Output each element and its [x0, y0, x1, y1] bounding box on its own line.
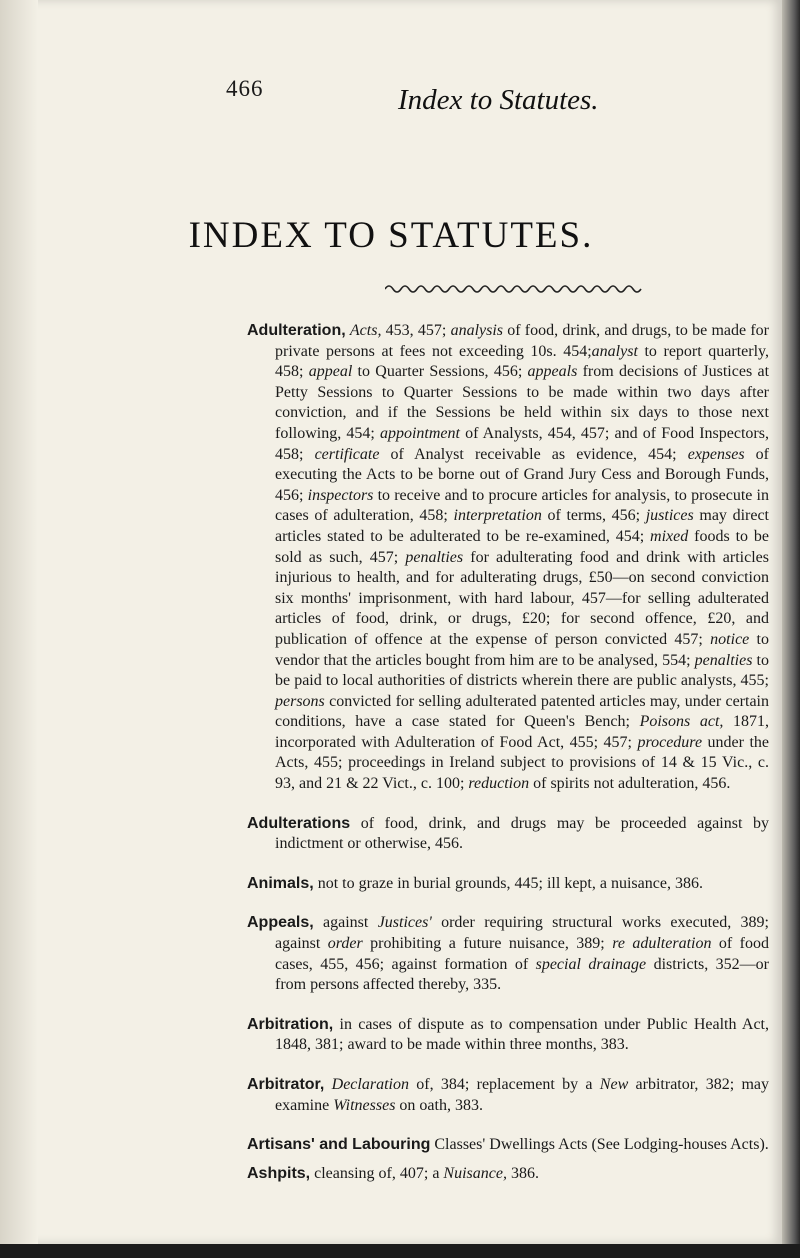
entry-subheading: interpretation	[453, 507, 542, 525]
entry-text: for adulterating food and drink with articles injurious to health, and for adulterating drugs, £50—on second conviction six months' imprisonment, with hard labour, 457—for selling adulterated articles of food, drink, or drugs, £20; for second offence, £20, and publication of offence at the expense of person convicted 457;	[275, 548, 769, 648]
entry-text: under the Acts, 455; proceedings in Ireland subject to provisions of 14 & 15 Vic., c. 93, and 21 & 22 Vict., c. 100;	[275, 733, 769, 793]
entry-text: foods to be sold as such, 457;	[275, 527, 770, 566]
entry-headword: Adulterations	[247, 814, 351, 832]
entry-text: in cases of dispute as to compensation under Public Health Act, 1848, 381; award to be made within three months, 383.	[275, 1015, 769, 1054]
entry-subheading: persons	[275, 692, 325, 710]
entry-subheading: Poisons act,	[639, 713, 724, 731]
entry-subheading: Declaration	[331, 1076, 409, 1093]
entry-subheading: penalties	[405, 548, 464, 566]
entry-text: 1871, incorporated with Adulteration of Food Act, 455; 457;	[275, 713, 770, 751]
wavy-rule-ornament	[385, 283, 645, 295]
entry-text: 453, 457;	[381, 322, 451, 339]
entry-text: to Quarter Sessions, 456;	[352, 363, 528, 381]
index-entries	[247, 321, 769, 1192]
entry-subheading: order	[327, 935, 363, 953]
entry-subheading: appeal	[308, 363, 353, 381]
entry-subheading: mixed	[650, 527, 689, 545]
entry-subheading: Justices'	[377, 914, 432, 932]
book-spine-shadow	[782, 0, 800, 1258]
entry-text: to vendor that the articles bought from him are to be analysed, 554;	[275, 630, 770, 669]
entry-text: against	[313, 914, 378, 932]
entry-text: may direct articles stated to be adulterated to be re-examined, 454;	[275, 507, 769, 545]
entry-subheading: analysis	[450, 322, 504, 339]
entry-headword: Ashpits,	[247, 1164, 311, 1182]
entry-subheading: Nuisance,	[443, 1164, 507, 1182]
page-gutter	[0, 0, 38, 1244]
index-entry	[247, 1164, 769, 1185]
entry-headword: Animals,	[247, 874, 314, 892]
entry-text: to receive and to procure articles for analysis, to prosecute in cases of adulteration, 458;	[275, 486, 769, 525]
entry-subheading: certificate	[314, 445, 380, 463]
entry-headword: Adulteration,	[247, 322, 346, 339]
entry-text: of, 384; replacement by a	[408, 1076, 600, 1093]
entry-text: of spirits not adulteration, 456.	[529, 775, 731, 793]
entry-text: districts, 352—or from persons affected thereby, 335.	[275, 955, 770, 994]
index-entry	[247, 321, 769, 795]
index-entry	[247, 913, 769, 995]
entry-text: arbitrator, 382; may examine	[275, 1076, 770, 1114]
entry-headword: Arbitrator,	[247, 1076, 325, 1093]
entry-subheading: reduction	[468, 775, 530, 793]
entry-text: prohibiting a future nuisance, 389;	[362, 935, 613, 953]
entry-subheading: inspectors	[307, 486, 374, 504]
entry-text: to be paid to local authorities of districts wherein there are public analysts, 455;	[275, 651, 769, 690]
entry-text: cleansing of, 407; a	[310, 1164, 444, 1182]
entry-text: of terms, 456;	[541, 507, 646, 525]
entry-subheading: justices	[645, 507, 694, 525]
entry-text: not to graze in burial grounds, 445; ill kept, a nuisance, 386.	[313, 874, 703, 892]
entry-text: to report quarterly, 458;	[275, 342, 770, 381]
entry-text	[324, 1076, 331, 1093]
entry-text: of food cases, 455, 456; against formation of	[275, 935, 769, 973]
entry-text: order requiring structural works executed, 389; against	[275, 914, 770, 953]
index-entry	[247, 814, 769, 855]
page-number: 466	[226, 76, 264, 101]
entry-subheading: Witnesses	[333, 1096, 396, 1114]
index-entry	[247, 1135, 769, 1156]
page-title: INDEX TO STATUTES.	[188, 215, 594, 256]
entry-text: of food, drink, and drugs, to be made for private persons at fees not exceeding 10s. 454;	[275, 322, 770, 360]
running-head: Index to Statutes.	[398, 84, 599, 116]
entry-subheading: appointment	[379, 424, 460, 442]
entry-headword: Arbitration,	[247, 1015, 334, 1033]
page-bottom-shadow	[0, 1244, 800, 1258]
entry-text: convicted for selling adulterated patented articles may, under certain conditions, have a case stated for Queen's Bench;	[275, 692, 769, 731]
entry-subheading: analyst	[591, 342, 638, 360]
entry-text: of Analysts, 454, 457; and of Food Inspectors, 458;	[275, 424, 769, 463]
entry-subheading: notice	[710, 630, 750, 648]
entry-text: of food, drink, and drugs may be proceeded against by indictment or otherwise, 456.	[275, 814, 769, 853]
index-entry	[247, 1075, 769, 1116]
entry-text: Classes' Dwellings Acts (See Lodging-houses Acts).	[430, 1136, 769, 1154]
entry-subheading: re adulteration	[612, 935, 712, 953]
entry-subheading: Acts,	[349, 322, 382, 339]
entry-text: from decisions of Justices at Petty Sessions to Quarter Sessions to be made within two days after conviction, and if the Sessions be held within six days to those next following, 454;	[275, 363, 770, 442]
index-entry	[247, 874, 769, 895]
entry-subheading: procedure	[637, 733, 703, 751]
index-entry	[247, 1015, 769, 1056]
entry-headword: Appeals,	[247, 914, 314, 932]
entry-subheading: penalties	[694, 651, 753, 669]
entry-text: on oath, 383.	[395, 1096, 483, 1114]
entry-headword: Artisans' and Labouring	[247, 1136, 431, 1154]
entry-subheading: New	[599, 1076, 629, 1093]
entry-text: of executing the Acts to be borne out of Grand Jury Cess and Borough Funds, 456;	[275, 445, 770, 504]
entry-text: of Analyst receivable as evidence, 454;	[379, 445, 688, 463]
entry-subheading: expenses	[687, 445, 745, 463]
entry-text: 386.	[506, 1164, 539, 1182]
entry-subheading: appeals	[527, 363, 578, 381]
entry-subheading: special drainage	[535, 955, 647, 973]
